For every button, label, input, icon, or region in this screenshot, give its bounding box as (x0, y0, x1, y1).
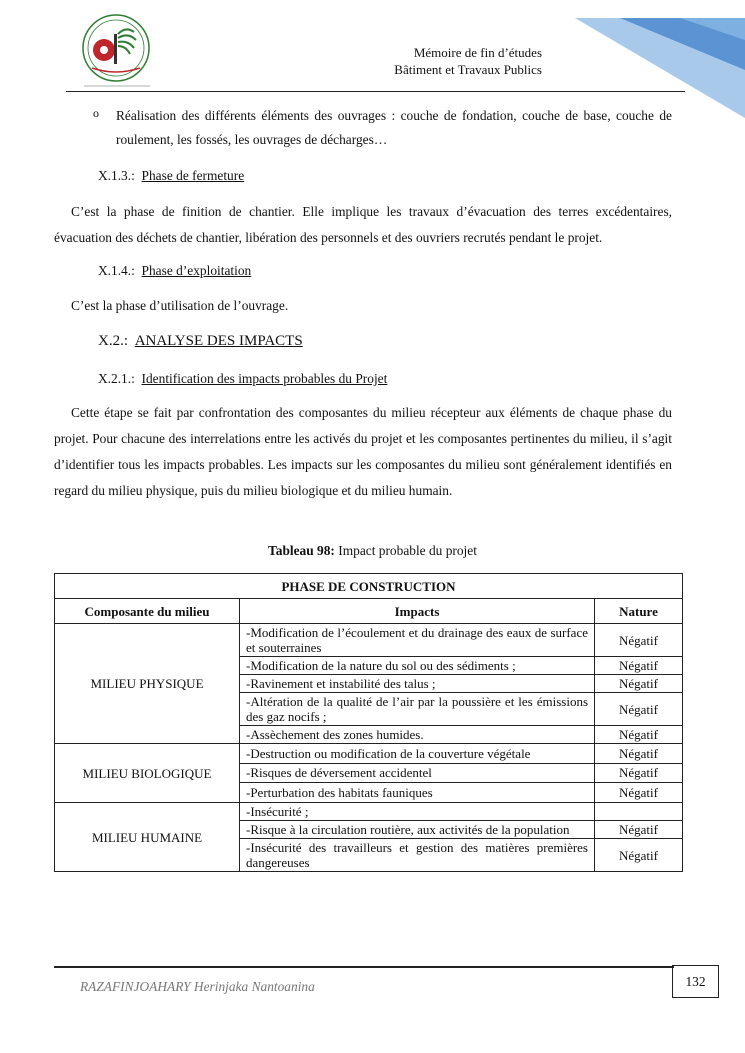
table-row (55, 624, 683, 657)
section-title: Identification des impacts probables du Projet (141, 371, 388, 386)
section-title: Phase de fermeture (141, 168, 245, 183)
column-header-component: Composante du milieu (55, 599, 240, 624)
impact-cell: -Altération de la qualité de l’air par la poussière et les émissions des gaz nocifs ; (240, 693, 595, 726)
impact-cell: -Modification de l’écoulement et du drainage des eaux de surface et souterraines (240, 624, 595, 657)
nature-cell: Négatif (595, 744, 683, 764)
impact-cell: -Risque à la circulation routière, aux activités de la population (240, 821, 595, 839)
section-title: ANALYSE DES IMPACTS (134, 333, 303, 349)
section-number: X.2.1.: (98, 371, 135, 386)
column-header-impacts: Impacts (240, 599, 595, 624)
caption-label: Tableau 98: (268, 543, 335, 558)
bullet-marker: o (93, 106, 99, 120)
section-title: Phase d’exploitation (141, 263, 252, 278)
impact-cell: -Destruction ou modification de la couverture végétale (240, 744, 595, 764)
nature-cell: Négatif (595, 821, 683, 839)
impact-cell: -Insécurité des travailleurs et gestion des matières premières dangereuses (240, 839, 595, 872)
nature-cell: Négatif (595, 726, 683, 744)
nature-cell: Négatif (595, 693, 683, 726)
table-caption (0, 543, 745, 559)
page-number: 132 (672, 965, 719, 998)
section-heading-operation (98, 263, 251, 279)
table-row (55, 744, 683, 764)
nature-cell (595, 803, 683, 821)
impact-cell: -Modification de la nature du sol ou des sédiments ; (240, 657, 595, 675)
paragraph-operation: C’est la phase d’utilisation de l’ouvrage. (71, 298, 289, 313)
component-cell: MILIEU BIOLOGIQUE (55, 744, 240, 803)
impact-cell: -Risques de déversement accidentel (240, 763, 595, 783)
header-title: Mémoire de fin d’études (413, 45, 542, 60)
section-heading-closing (98, 168, 244, 184)
impact-cell: -Assèchement des zones humides. (240, 726, 595, 744)
section-heading-impact-analysis (98, 333, 303, 350)
component-cell: MILIEU HUMAINE (55, 803, 240, 872)
header-subtitle: Bâtiment et Travaux Publics (394, 62, 542, 77)
paragraph-closing: C’est la phase de finition de chantier. Elle implique les travaux d’évacuation des terres excédentaires, évacuation des déchets de chantier, libération des personnels et des ouvriers recrutés pendant le projet. (54, 204, 672, 245)
impact-cell: -Insécurité ; (240, 803, 595, 821)
phase-header: PHASE DE CONSTRUCTION (55, 574, 683, 599)
footer-divider (54, 966, 674, 968)
header-divider (66, 91, 685, 92)
nature-cell: Négatif (595, 657, 683, 675)
section-number: X.2.: (98, 333, 128, 349)
impact-cell: -Ravinement et instabilité des talus ; (240, 675, 595, 693)
nature-cell: Négatif (595, 783, 683, 803)
section-heading-identification (98, 371, 387, 387)
paragraph-identification: Cette étape se fait par confrontation des composantes du milieu récepteur aux éléments de chaque phase du projet. Pour chacune des interrelations entre les activés du projet et les composantes pertinentes du milieu, il s’agit d’identifier tous les impacts probables. Les impacts sur les composantes du milieu sont généralement identifiés en regard du milieu physique, puis du milieu biologique et du milieu humain. (54, 405, 672, 498)
nature-cell: Négatif (595, 624, 683, 657)
component-cell: MILIEU PHYSIQUE (55, 624, 240, 744)
column-header-nature: Nature (595, 599, 683, 624)
section-number: X.1.3.: (98, 168, 135, 183)
nature-cell: Négatif (595, 839, 683, 872)
bullet-item: Réalisation des différents éléments des ouvrages : couche de fondation, couche de base, couche de roulement, les fossés, les ouvrages de décharges… (116, 108, 672, 147)
nature-cell: Négatif (595, 675, 683, 693)
footer-author: RAZAFINJOAHARY Herinjaka Nantoanina (80, 979, 315, 994)
impact-table (54, 573, 683, 872)
school-logo (74, 12, 158, 88)
nature-cell: Négatif (595, 763, 683, 783)
table-row (55, 803, 683, 821)
impact-cell: -Perturbation des habitats fauniques (240, 783, 595, 803)
caption-text: Impact probable du projet (334, 543, 477, 558)
section-number: X.1.4.: (98, 263, 135, 278)
